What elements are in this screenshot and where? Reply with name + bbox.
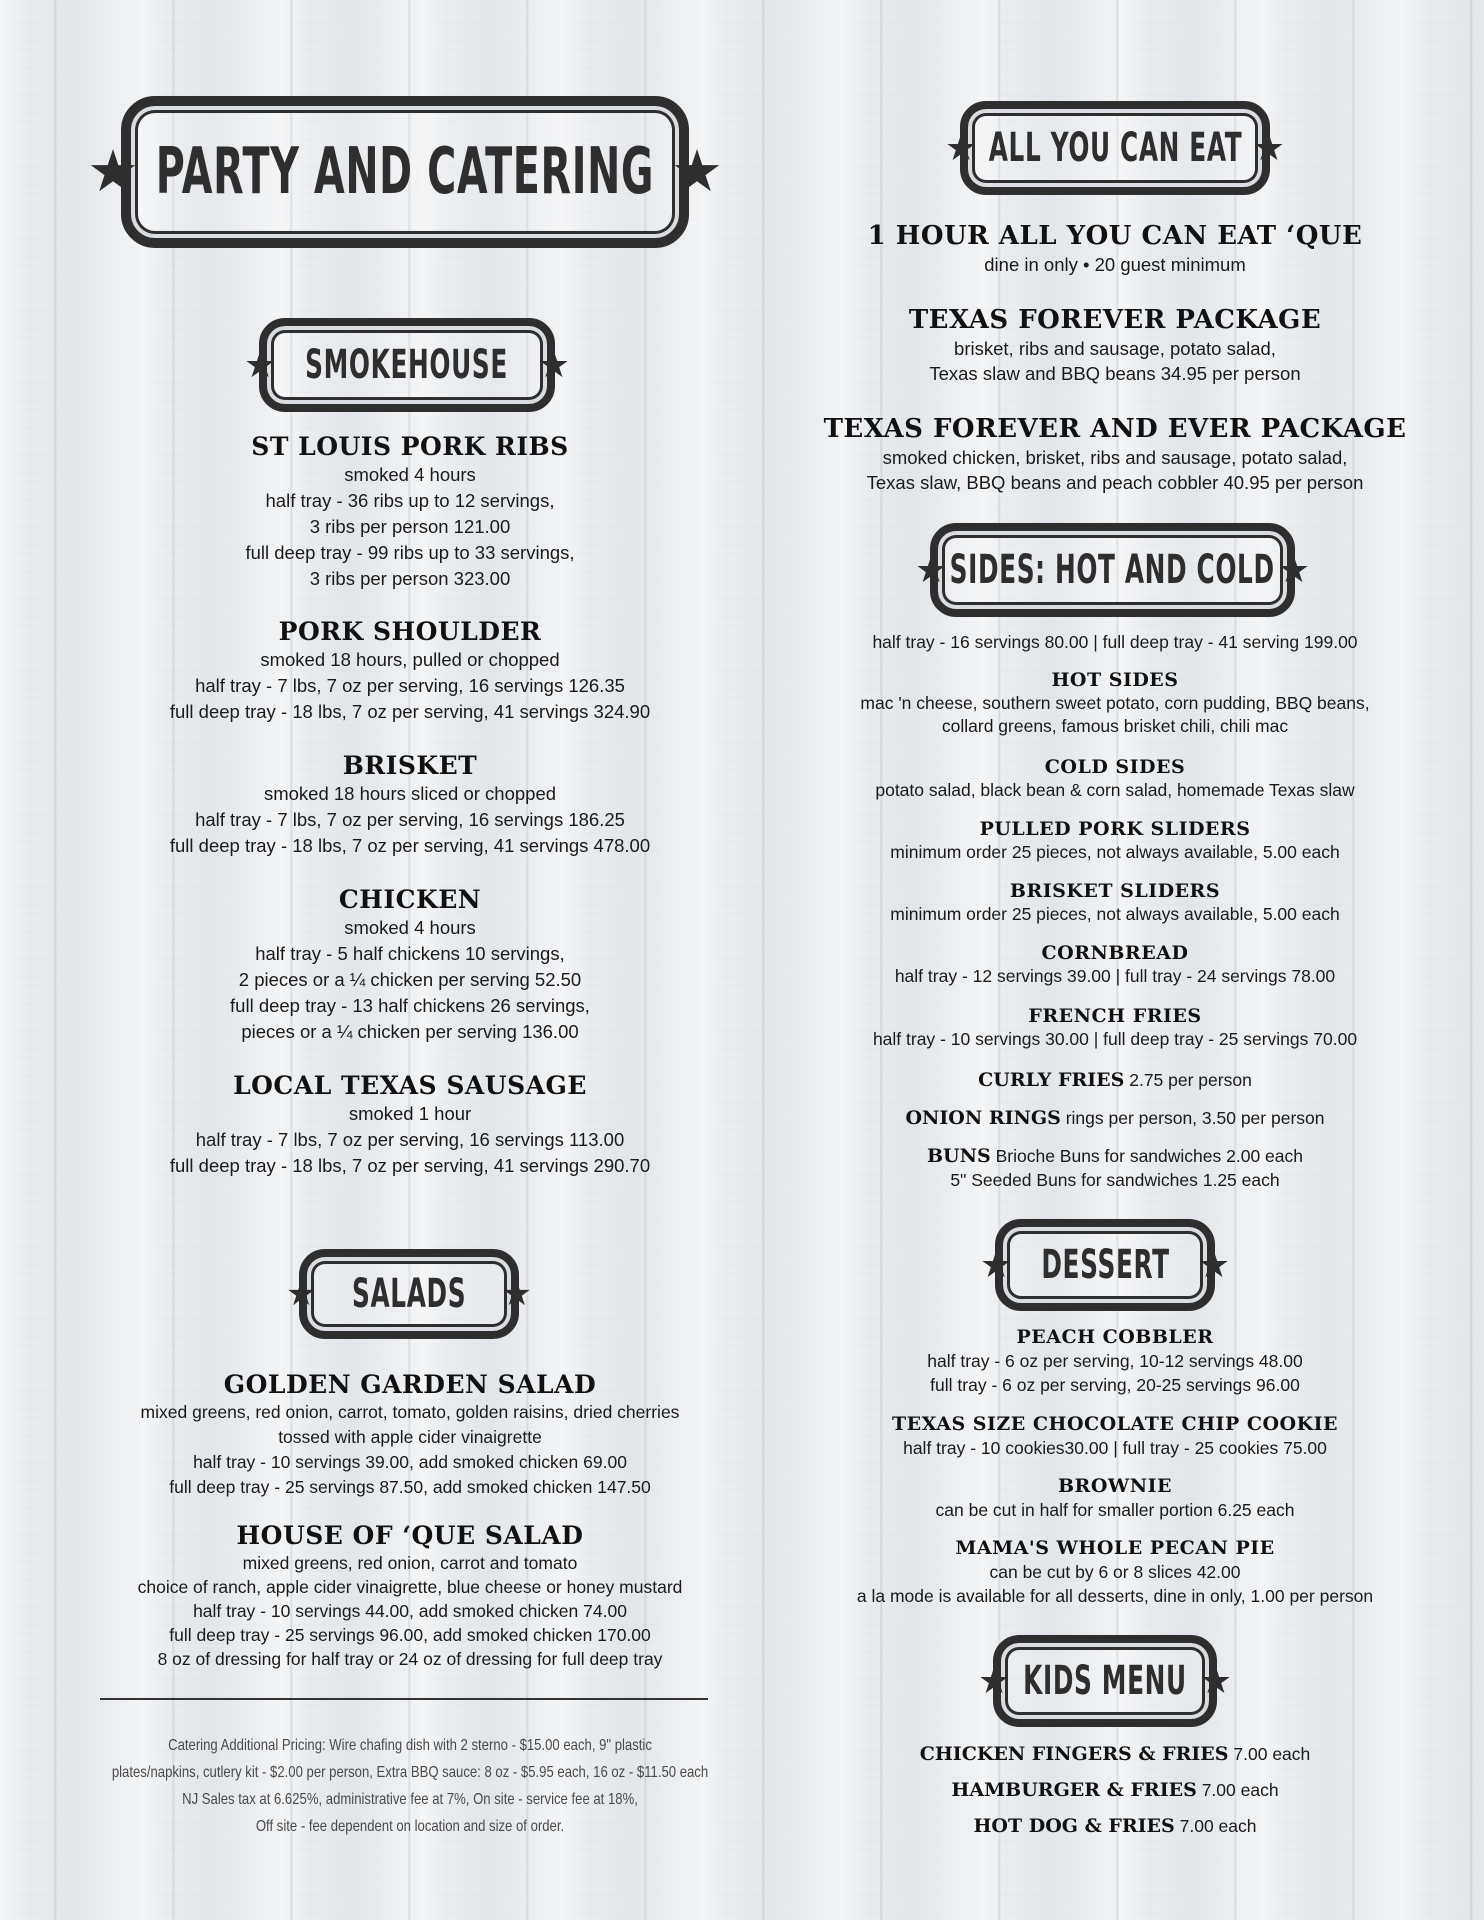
item-line: 8 oz of dressing for half tray or 24 oz of dressing for full deep tray (157, 1649, 663, 1669)
item-line: 7.00 each (1201, 1780, 1279, 1800)
item-line: pieces or a ¼ chicken per serving 136.00 (241, 1021, 579, 1042)
item-line: full deep tray - 25 servings 96.00, add smoked chicken 170.00 (169, 1625, 651, 1645)
item-title: PORK SHOULDER (278, 617, 542, 646)
kids-menu-heading-plaque (978, 1634, 1232, 1728)
smokehouse-heading: SMOKEHOUSE (305, 342, 509, 388)
star-icon: ★ (1199, 1660, 1232, 1701)
item-line: full deep tray - 18 lbs, 7 oz per serving, 41 servings 290.70 (169, 1155, 651, 1176)
item-title: 1 HOUR ALL YOU CAN EAT ‘QUE (867, 221, 1363, 251)
footnote-line: plates/napkins, cutlery kit - $2.00 per person, Extra BBQ sauce: 8 oz - $5.95 each, 16 oz - $11.50 each (111, 1764, 709, 1781)
item-title: PULLED PORK SLIDERS (979, 818, 1251, 840)
menu-item-house-of-que-salad (50, 1521, 770, 1671)
item-line: minimum order 25 pieces, not always available, 5.00 each (890, 842, 1340, 862)
star-icon: ★ (537, 344, 570, 385)
item-line: mixed greens, red onion, carrot, tomato, golden raisins, dried cherries (140, 1402, 680, 1422)
item-title: GOLDEN GARDEN SALAD (223, 1370, 597, 1399)
item-line: 2 pieces or a ¼ chicken per serving 52.50 (238, 969, 582, 990)
star-icon: ★ (1197, 1244, 1230, 1285)
item-line: can be cut by 6 or 8 slices 42.00 (989, 1562, 1241, 1582)
item-line: tossed with apple cider vinaigrette (278, 1427, 542, 1447)
item-title: HOT SIDES (1051, 669, 1179, 691)
item-line: smoked 18 hours, pulled or chopped (260, 649, 560, 670)
item-title: ST LOUIS PORK RIBS (251, 432, 569, 461)
menu-item-hamburger (800, 1778, 1430, 1802)
item-title: ONION RINGS (905, 1107, 1061, 1129)
item-line: mac 'n cheese, southern sweet potato, corn pudding, BBQ beans, (860, 693, 1370, 713)
divider-line (100, 1698, 708, 1700)
item-title: HOUSE OF ‘QUE SALAD (236, 1521, 584, 1550)
item-line: full tray - 6 oz per serving, 20-25 servings 96.00 (930, 1375, 1300, 1395)
item-line: Brioche Buns for sandwiches 2.00 each (995, 1146, 1303, 1166)
item-line: a la mode is available for all desserts, dine in only, 1.00 per person (856, 1586, 1374, 1606)
item-title: CHICKEN FINGERS & FRIES (919, 1743, 1229, 1765)
menu-item-texas-forever-and-ever-package (780, 413, 1450, 495)
item-title: CORNBREAD (1041, 942, 1189, 964)
all-you-can-eat-heading: ALL YOU CAN EAT (988, 125, 1242, 171)
item-line: half tray - 7 lbs, 7 oz per serving, 16 servings 186.25 (195, 809, 625, 830)
item-line: can be cut in half for smaller portion 6.25 each (935, 1500, 1295, 1520)
dessert-heading: DESSERT (1040, 1242, 1170, 1288)
item-line: half tray - 36 ribs up to 12 servings, (265, 490, 555, 511)
menu-item-hot-dog (800, 1814, 1430, 1838)
main-title: PARTY AND CATERING (155, 135, 655, 209)
menu-item-onion-rings (800, 1106, 1430, 1130)
item-line: 7.00 each (1179, 1816, 1257, 1836)
menu-item-cold-sides (800, 755, 1430, 802)
sides-heading-plaque (915, 522, 1310, 618)
item-line: brisket, ribs and sausage, potato salad, (954, 338, 1276, 359)
salads-heading-plaque (284, 1248, 534, 1340)
menu-item-brownie (800, 1474, 1430, 1522)
menu-item-french-fries (800, 1004, 1430, 1051)
item-line: 7.00 each (1233, 1744, 1311, 1764)
item-line: smoked 4 hours (344, 917, 476, 938)
menu-item-1-hour-all-you-can-eat (800, 220, 1430, 277)
item-title: BRISKET (342, 751, 478, 780)
item-line: smoked chicken, brisket, ribs and sausage, potato salad, (882, 447, 1348, 468)
menu-item-chicken-fingers (800, 1742, 1430, 1766)
menu-item-brisket-sliders (800, 879, 1430, 926)
item-line: dine in only • 20 guest minimum (984, 254, 1246, 275)
item-title: LOCAL TEXAS SAUSAGE (233, 1071, 587, 1100)
item-title: FRENCH FRIES (1028, 1005, 1202, 1027)
item-line: full deep tray - 13 half chickens 26 servings, (230, 995, 590, 1016)
sides-heading: SIDES: HOT AND COLD (949, 547, 1276, 593)
item-title: CHICKEN (338, 885, 482, 914)
item-line: smoked 18 hours sliced or chopped (263, 783, 557, 804)
item-title: HOT DOG & FRIES (973, 1815, 1175, 1837)
item-title: CURLY FRIES (978, 1069, 1125, 1091)
item-line: smoked 4 hours (344, 464, 476, 485)
catering-footnote (30, 1732, 790, 1840)
item-line: minimum order 25 pieces, not always available, 5.00 each (890, 904, 1340, 924)
star-icon: ★ (980, 1244, 1013, 1285)
menu-item-pecan-pie (780, 1536, 1450, 1608)
item-line: 5" Seeded Buns for sandwiches 1.25 each (950, 1170, 1280, 1190)
star-icon: ★ (87, 139, 139, 204)
menu-item-texas-forever-package (800, 304, 1430, 386)
item-line: smoked 1 hour (348, 1103, 472, 1124)
item-line: 2.75 per person (1129, 1070, 1252, 1090)
smokehouse-heading-plaque (242, 317, 572, 413)
star-icon: ★ (244, 344, 277, 385)
menu-item-chicken (70, 885, 750, 1045)
item-title: BRISKET SLIDERS (1009, 880, 1221, 902)
star-icon: ★ (501, 1275, 532, 1313)
menu-item-st-louis-pork-ribs (70, 432, 750, 592)
menu-item-pork-shoulder (70, 617, 750, 725)
item-line: half tray - 6 oz per serving, 10-12 servings 48.00 (927, 1351, 1303, 1371)
item-line: half tray - 7 lbs, 7 oz per serving, 16 servings 113.00 (195, 1129, 625, 1150)
item-line: half tray - 7 lbs, 7 oz per serving, 16 servings 126.35 (195, 675, 625, 696)
item-line: full deep tray - 99 ribs up to 33 servings, (245, 542, 575, 563)
item-title: COLD SIDES (1044, 756, 1186, 778)
footnote-line: Off site - fee dependent on location and size of order. (255, 1818, 565, 1835)
menu-item-golden-garden-salad (50, 1370, 770, 1500)
menu-item-peach-cobbler (800, 1325, 1430, 1397)
star-icon: ★ (286, 1275, 317, 1313)
star-icon: ★ (945, 127, 978, 168)
all-you-can-eat-heading-plaque (945, 100, 1285, 196)
item-line: half tray - 10 servings 44.00, add smoked chicken 74.00 (193, 1601, 627, 1621)
star-icon: ★ (1277, 549, 1310, 590)
item-title: PEACH COBBLER (1016, 1326, 1214, 1348)
item-line: half tray - 12 servings 39.00 | full tray - 24 servings 78.00 (894, 966, 1336, 986)
star-icon: ★ (978, 1660, 1011, 1701)
item-title: BUNS (927, 1145, 991, 1167)
footnote-line: Catering Additional Pricing: Wire chafing dish with 2 sterno - $15.00 each, 9" plastic (168, 1737, 652, 1754)
menu-item-buns (800, 1144, 1430, 1192)
star-icon: ★ (671, 139, 723, 204)
item-title: TEXAS FOREVER AND EVER PACKAGE (823, 414, 1407, 444)
menu-item-hot-sides (780, 668, 1450, 738)
item-line: collard greens, famous brisket chili, chili mac (941, 716, 1289, 736)
item-line: full deep tray - 25 servings 87.50, add smoked chicken 147.50 (169, 1477, 651, 1497)
star-icon: ★ (915, 549, 948, 590)
menu-item-pulled-pork-sliders (800, 817, 1430, 864)
menu-item-cornbread (800, 941, 1430, 988)
menu-item-curly-fries (800, 1068, 1430, 1092)
item-line: half tray - 10 cookies30.00 | full tray - 25 cookies 75.00 (903, 1438, 1327, 1458)
item-line: rings per person, 3.50 per person (1065, 1108, 1325, 1128)
item-title: TEXAS SIZE CHOCOLATE CHIP COOKIE (892, 1413, 1338, 1435)
item-line: Texas slaw and BBQ beans 34.95 per person (929, 363, 1301, 384)
footnote-line: NJ Sales tax at 6.625%, administrative fee at 7%, On site - service fee at 18%, (182, 1791, 638, 1808)
star-icon: ★ (1252, 127, 1285, 168)
item-line: 3 ribs per person 323.00 (309, 568, 511, 589)
salads-heading: SALADS (351, 1271, 467, 1317)
item-line: choice of ranch, apple cider vinaigrette, blue cheese or honey mustard (137, 1577, 683, 1597)
sides-pricing (800, 630, 1430, 654)
menu-item-local-texas-sausage (70, 1071, 750, 1179)
item-line: potato salad, black bean & corn salad, homemade Texas slaw (875, 780, 1355, 800)
item-title: BROWNIE (1058, 1475, 1172, 1497)
item-line: 3 ribs per person 121.00 (309, 516, 511, 537)
item-line: half tray - 16 servings 80.00 | full deep tray - 41 serving 199.00 (872, 632, 1358, 652)
menu-item-chocolate-chip-cookie (800, 1412, 1430, 1460)
item-line: half tray - 10 servings 30.00 | full deep tray - 25 servings 70.00 (872, 1029, 1358, 1049)
item-line: full deep tray - 18 lbs, 7 oz per serving, 41 servings 478.00 (169, 835, 651, 856)
item-line: mixed greens, red onion, carrot and tomato (242, 1553, 578, 1573)
dessert-heading-plaque (980, 1218, 1230, 1312)
menu-item-brisket (70, 751, 750, 859)
item-line: half tray - 5 half chickens 10 servings, (255, 943, 565, 964)
item-line: half tray - 10 servings 39.00, add smoked chicken 69.00 (193, 1452, 627, 1472)
item-title: MAMA'S WHOLE PECAN PIE (955, 1537, 1275, 1559)
item-line: full deep tray - 18 lbs, 7 oz per serving, 41 servings 324.90 (169, 701, 651, 722)
kids-menu-heading: KIDS MENU (1023, 1658, 1187, 1704)
item-line: Texas slaw, BBQ beans and peach cobbler 40.95 per person (866, 472, 1364, 493)
item-title: HAMBURGER & FRIES (951, 1779, 1197, 1801)
main-title-plaque (87, 96, 723, 248)
item-title: TEXAS FOREVER PACKAGE (908, 305, 1322, 335)
